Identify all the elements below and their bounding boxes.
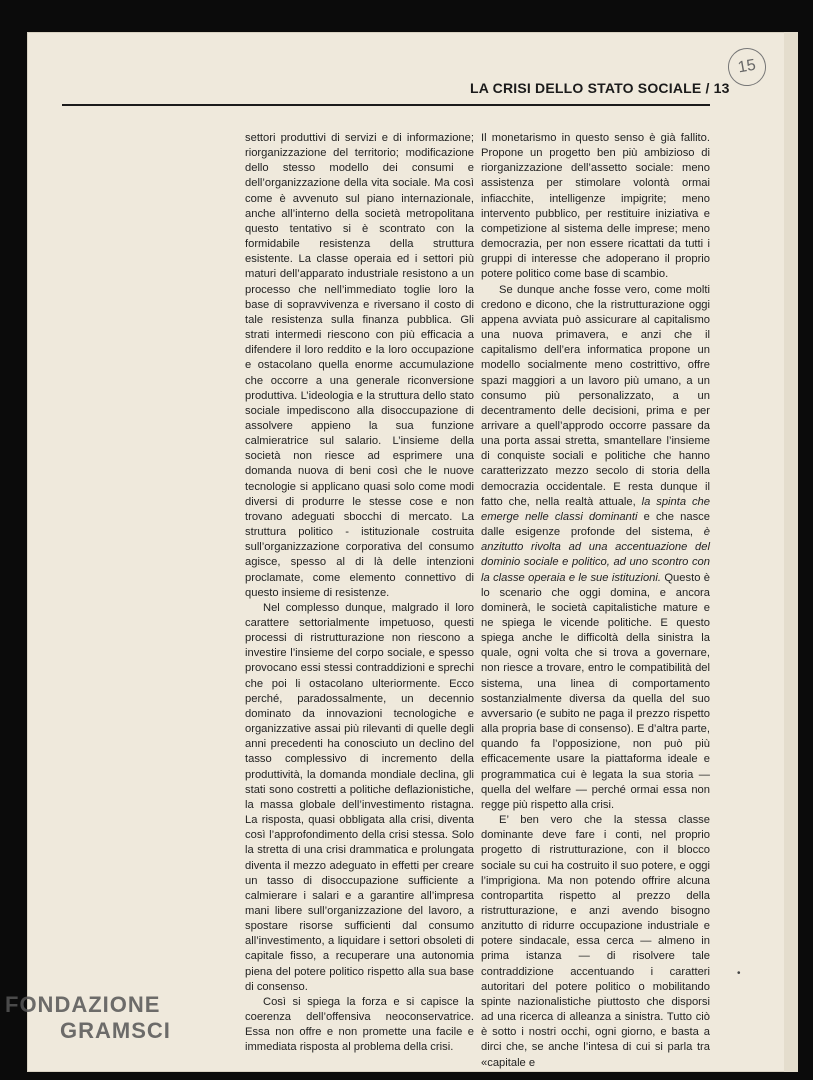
right-paragraph-2 (481, 283, 710, 813)
right-paragraph-2-emphasis-1: la spinta che emerge nelle classi dominanti (481, 495, 710, 523)
left-paragraph-2: Nel complesso dunque, malgrado il loro carattere settorialmente impetuoso, questi processi di ristrutturazione non riescono a investire l’insieme del corpo sociale, e spesso provocano essi stessi contraddizioni e sprechi che poi li ostacolano ulteriormente. Ecco perché, paradossalmente, un decennio dominato da innovazioni tecnologiche e organizzative assai più rilevanti di quelle degli anni precedenti ha conosciuto un declino del tasso complessivo di incremento della produttività, la domanda mondiale declina, gli stati sono costretti a politiche deflazionistiche, la massa globale dell’investimento ristagna. La risposta, quasi obbligata alla crisi, diventa così l’approfondimento della crisi stessa. Solo la stretta di una crisi drammatica e prolungata diventa il mezzo adeguato in effetti per creare un tasso di disoccupazione sufficiente a calmierare i salari e a garantire all’impresa mani libere sull’organizzazione del lavoro, a spostare risorse sufficienti dal consumo all’investimento, a liquidare i settori obsoleti di capitale fisso, a recuperare una autonomia piena del potere politico rispetto alla sua base di consenso. (245, 601, 474, 993)
right-paragraph-2-text-a: Se dunque anche fosse vero, come molti credono e dicono, che la ristrutturazione oggi appena avviata può assicurare al capitalismo una nuova primavera, e anzi che il capitalismo dell’era informatica propone un modello socialmente meno costrittivo, offre spazi maggiori a un lavoro più umano, a un consumo più personalizzato, a un decentramento delle decisioni, prima e per arrivare a quell’approdo occorre passare da una porta assai stretta, smantellare l’insieme di conquiste sociali e politiche che hanno caratterizzato mezzo secolo di storia della democrazia occidentale. E resta dunque il fatto che, nella realtà attuale, (481, 283, 710, 508)
left-paragraph-3: Così si spiega la forza e si capisce la coerenza dell’offensiva neoconservatrice. Essa non offre e non promette una facile e immediata risposta al problema della crisi. (245, 995, 474, 1054)
right-column (481, 131, 710, 1071)
header-rule (62, 104, 710, 106)
watermark-line-2: GRAMSCI (60, 1018, 171, 1043)
right-paragraph-2-text-b: e che nasce dalle esigenze profonde del sistema, (481, 510, 710, 539)
watermark-logo (5, 992, 171, 1044)
page-header: LA CRISI DELLO STATO SOCIALE / 13 (470, 80, 730, 96)
right-paragraph-2-emphasis-2: è anzitutto rivolta ad una accentuazione del dominio sociale e politico, ad uno scontro con la classe operaia e le sue istituzioni. (481, 526, 710, 584)
right-paragraph-2-text-c: Questo è lo scenario che oggi domina, e ancora dominerà, le società capitalistiche mature e ne spiega le vicende politiche. E questo spiega anche le difficoltà della sinistra la quale, ogni volta che si trova a governare, non riesce a trovare, entro le compatibilità del sistema, una linea di comportamento sostanzialmente diversa da quella del suo avversario (e subito ne paga il prezzo rispetto alla propria base di consenso). E d’altra parte, quando fa l’opposizione, non può più efficacemente usare la piattaforma ideale e programmatica cui è legata la sua storia — quella del welfare — perché ormai essa non regge più rispetto alla crisi. (481, 571, 710, 811)
right-paragraph-3: E’ ben vero che la stessa classe dominante deve fare i conti, nel proprio progetto di ristrutturazione, con il blocco sociale su cui ha costruito il suo potere, e oggi l’imprigiona. Ma non potendo offrire alcuna contropartita rispetto al prezzo della ristrutturazione, e anzi avendo bisogno anzitutto di ridurre occupazione industriale e potere sindacale, essa cerca — almeno in prima istanza — di risolvere tale contraddizione accentuando i caratteri autoritari del potere politico o mobilitando spinte nazionalistiche piuttosto che disporsi ad una ricerca di alleanza a sinistra. Tutto ciò è sotto i nostri occhi, ogni giorno, e basta a dirci che, se anche l’intesa di cui si parla tra «capitale e (481, 814, 710, 1069)
watermark-line-1: FONDAZIONE (5, 992, 161, 1017)
paper-edge (784, 32, 798, 1072)
right-paragraph-1: Il monetarismo in questo senso è già fallito. Propone un progetto ben più ambizioso di riorganizzazione dell’assetto sociale: meno assistenza per stimolare volontà ormai infiacchite, intelligenze impigrite; meno intervento pubblico, per restituire iniziativa e competizione al sistema delle imprese; meno democrazia, per non essere ricattati da tutti i gruppi di interesse che adoperano il proprio potere politico come base di scambio. (481, 132, 710, 281)
margin-mark: • (737, 968, 741, 979)
left-paragraph-1: settori produttivi di servizi e di informazione; riorganizzazione del territorio; modificazione dello stesso modello dei consumi e dell’organizzazione della vita sociale. Ma così come è avvenuto sul piano internazionale, anche all’interno della società metropolitana questo tentativo si è scontrato con la formidabile resistenza della struttura esistente. La classe operaia ed i settori più maturi dell’apparato industriale resistono a un processo che nell’immediato toglie loro la base di sopravvivenza e riversano il costo di tale resistenza sulla finanza pubblica. Gli strati intermedi riescono con più efficacia a difendere il loro reddito e la loro occupazione e ostacolano quella enorme accumulazione che occorre a una generale riconversione produttiva. L’ideologia e la struttura dello stato sociale impediscono alla disoccupazione di assolvere appieno la sua funzione calmieratrice sul salario. L’insieme della società non riesce ad esprimere una domanda nuova di beni così che le nuove tecnologie si applicano quasi solo come modi diversi di produrre le stesse cose e non trovano adeguati sbocchi di mercato. La struttura politico - istituzionale costruita sull’organizzazione corporativa del consumo agisce, spesso al di là delle intenzioni proclamate, come elemento connettivo di questo insieme di resistenze. (245, 132, 474, 599)
handwritten-page-number: 15 (725, 45, 769, 89)
left-column (245, 131, 474, 1056)
